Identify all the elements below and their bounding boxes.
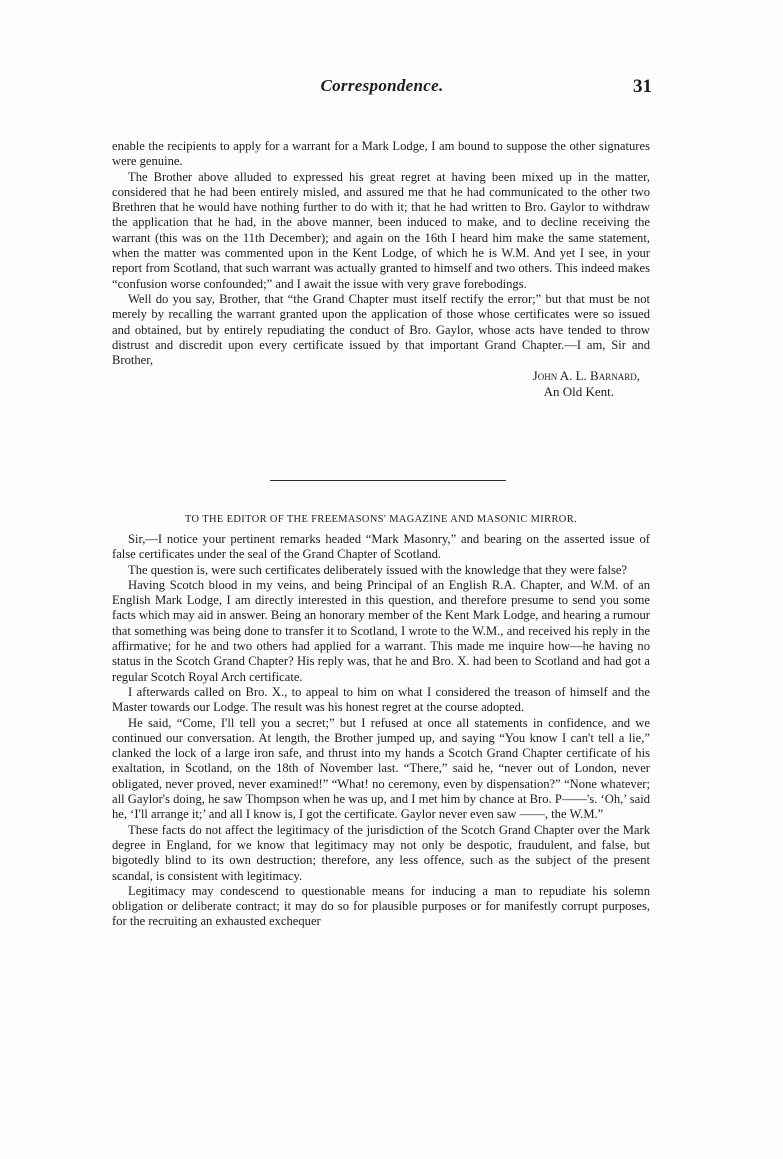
running-head: Correspondence.	[320, 76, 444, 95]
signature-name: John A. L. Barnard,	[532, 368, 640, 384]
letter-addressee: TO THE EDITOR OF THE FREEMASONS' MAGAZINE AND MASONIC MIRROR.	[184, 514, 578, 525]
paragraph: I afterwards called on Bro. X., to appeal to him on what I considered the treason of himself and the Master towards our Lodge. The result was his honest regret at the course adopted.	[112, 684, 650, 715]
paragraph: Well do you say, Brother, that “the Grand Chapter must itself rectify the error;” but that must be not merely by recalling the warrant granted upon the application of those whose certificates were so issued and obtained, but by entirely repudiating the conduct of Bro. Gaylor, whose acts have tended to throw distrust and discredit upon every certificate issued by that important Grand Chapter.—I am, Sir and Brother,	[112, 291, 650, 368]
paragraph: The Brother above alluded to expressed his great regret at having been mixed up in the matter, considered that he had been entirely misled, and assured me that he had communicated to the other two Brethren that he would have nothing further to do with it; that he had written to Bro. Gaylor to withdraw the application that he had, in the above manner, been induced to make, and to decline receiving the warrant (this was on the 11th December); and again on the 16th I heard him make the same statement, when the matter was commented upon in the Kent Lodge, of which he is W.M. And yet I see, in your report from Scotland, that such warrant was actually granted to himself and two others. This indeed makes “confusion worse confounded;” and I await the issue with very grave forebodings.	[112, 169, 650, 291]
paragraph: Legitimacy may condescend to questionable means for inducing a man to repudiate his solemn obligation or deliberate contract; it may do so for plausible purposes or for manifestly corrupt purposes, for the recruiting an exhausted exchequer	[112, 883, 650, 929]
paragraph: Sir,—I notice your pertinent remarks headed “Mark Masonry,” and bearing on the asserted issue of false certificates under the seal of the Grand Chapter of Scotland.	[112, 532, 650, 562]
letter-editor	[112, 532, 650, 930]
paragraph: The question is, were such certificates deliberately issued with the knowledge that they were false?	[128, 562, 628, 577]
paragraph: These facts do not affect the legitimacy of the jurisdiction of the Scotch Grand Chapter over the Mark degree in England, for we know that legitimacy may not only be despotic, fraudulent, and false, but bigotedly blind to its own destruction; therefore, any less offence, such as the subject of the present scandal, is consistent with legitimacy.	[112, 822, 650, 883]
signature-title: An Old Kent.	[543, 383, 614, 399]
signature	[112, 368, 650, 399]
paragraph: enable the recipients to apply for a warrant for a Mark Lodge, I am bound to suppose the other signatures were genuine.	[112, 139, 650, 169]
section-divider	[270, 480, 506, 481]
letter-barnard	[112, 139, 650, 399]
paragraph: Having Scotch blood in my veins, and being Principal of an English R.A. Chapter, and W.M. of an English Mark Lodge, I am directly interested in this question, and therefore presume to send you some facts which may aid in answer. Being an honorary member of the Kent Mark Lodge, and hearing a rumour that something was being done to transfer it to Scotland, I wrote to the W.M., and received his reply in the affirmative; for he and two others had applied for a warrant. This made me inquire how—he having no status in the Scotch Grand Chapter? His reply was, that he and Bro. X. had been to Scotland and had got a regular Scotch Royal Arch certificate.	[112, 577, 650, 684]
page-header	[112, 76, 652, 102]
page-number: 31	[633, 76, 652, 97]
paragraph: He said, “Come, I'll tell you a secret;” but I refused at once all statements in confidence, and we continued our conversation. At length, the Brother jumped up, and saying “You know I can't tell a lie,” clanked the lock of a large iron safe, and thrust into my hands a Scotch Grand Chapter certificate of his exaltation, in Scotland, on the 18th of November last. “There,” said he, “never out of London, never obligated, never proved, never examined!” “What! no ceremony, even by dispensation?” “None whatever; all Gaylor's doing, he saw Thompson when he was up, and I met him by chance at Bro. P——'s. ‘Oh,’ said he, ‘I'll arrange it;’ and all I know is, I got the certificate. Gaylor never even saw ——, the W.M.”	[112, 715, 650, 822]
